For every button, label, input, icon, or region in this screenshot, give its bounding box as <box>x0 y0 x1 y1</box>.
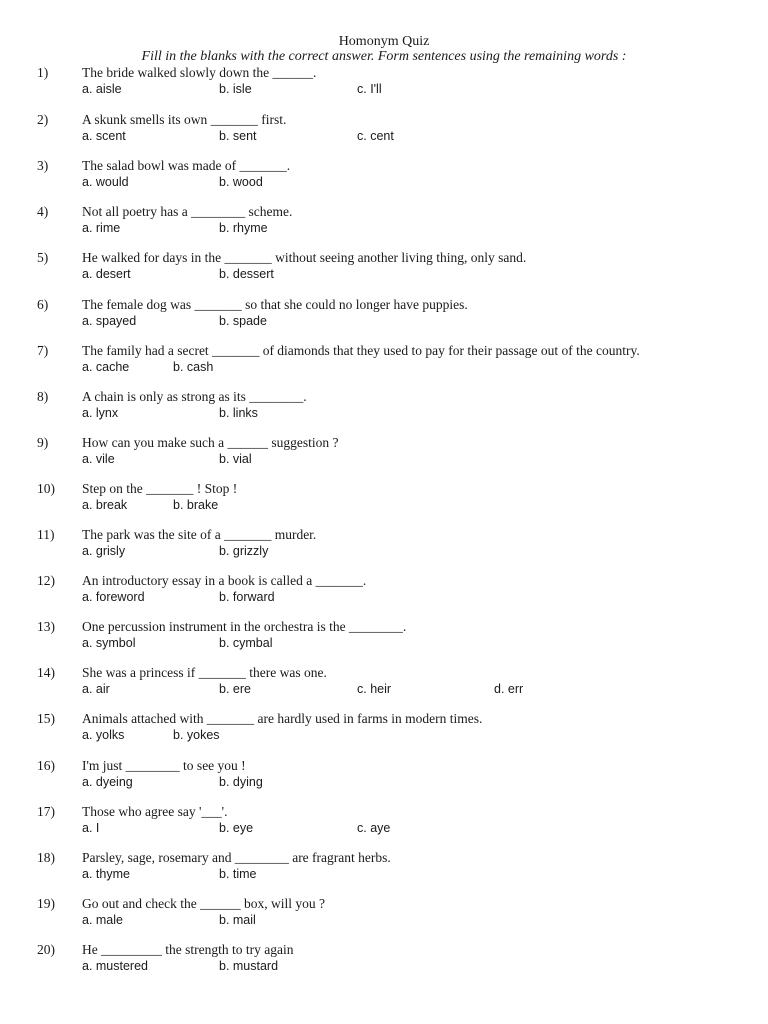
question-text: I'm just ________ to see you ! <box>82 758 246 773</box>
question-6 <box>0 297 768 331</box>
question-11 <box>0 527 768 561</box>
question-number: 7) <box>37 343 49 358</box>
answer-option: a. aisle <box>82 82 122 96</box>
answer-option: a. desert <box>82 267 131 281</box>
question-number: 15) <box>37 711 55 726</box>
question-number: 4) <box>37 204 49 219</box>
question-10 <box>0 481 768 515</box>
question-12 <box>0 573 768 607</box>
question-text: She was a princess if _______ there was one. <box>82 665 327 680</box>
question-text: He _________ the strength to try again <box>82 942 294 957</box>
answer-option: a. air <box>82 682 110 696</box>
answer-option: c. I'll <box>357 82 382 96</box>
quiz-title: Homonym Quiz <box>338 34 430 49</box>
question-9 <box>0 435 768 469</box>
question-17 <box>0 804 768 838</box>
answer-option: c. aye <box>357 821 391 835</box>
question-number: 17) <box>37 804 55 819</box>
question-number: 11) <box>37 527 55 542</box>
question-text: Not all poetry has a ________ scheme. <box>82 204 293 219</box>
answer-option: b. brake <box>173 498 219 512</box>
answer-option: b. sent <box>219 129 257 143</box>
question-15 <box>0 711 768 745</box>
answer-option: a. symbol <box>82 636 136 650</box>
answer-option: b. links <box>219 406 258 420</box>
answer-option: b. ere <box>219 682 251 696</box>
question-2 <box>0 112 768 146</box>
answer-option: c. cent <box>357 129 394 143</box>
question-text: The female dog was _______ so that she could no longer have puppies. <box>82 297 468 312</box>
question-number: 18) <box>37 850 55 865</box>
question-5 <box>0 250 768 284</box>
question-number: 9) <box>37 435 49 450</box>
answer-option: b. cymbal <box>219 636 273 650</box>
answer-option: b. wood <box>219 175 263 189</box>
answer-option: b. dessert <box>219 267 274 281</box>
question-number: 19) <box>37 896 55 911</box>
question-number: 13) <box>37 619 55 634</box>
question-16 <box>0 758 768 792</box>
answer-option: a. dyeing <box>82 775 133 789</box>
question-14 <box>0 665 768 699</box>
answer-option: b. eye <box>219 821 254 835</box>
question-4 <box>0 204 768 238</box>
question-text: The salad bowl was made of _______. <box>82 158 291 173</box>
question-text: Step on the _______ ! Stop ! <box>82 481 238 496</box>
question-text: An introductory essay in a book is called a _______. <box>82 573 367 588</box>
question-text: One percussion instrument in the orchestra is the ________. <box>82 619 407 634</box>
question-text: Go out and check the ______ box, will you ? <box>82 896 325 911</box>
answer-option: a. male <box>82 913 123 927</box>
answer-option: b. spade <box>219 314 267 328</box>
question-number: 20) <box>37 942 55 957</box>
question-number: 6) <box>37 297 49 312</box>
question-18 <box>0 850 768 884</box>
answer-option: a. lynx <box>82 406 119 420</box>
question-text: The park was the site of a _______ murder. <box>82 527 317 542</box>
answer-option: b. time <box>219 867 257 881</box>
answer-option: b. dying <box>219 775 263 789</box>
answer-option: b. mustard <box>219 959 279 973</box>
answer-option: a. thyme <box>82 867 130 881</box>
question-text: How can you make such a ______ suggestion ? <box>82 435 339 450</box>
answer-option: a. I <box>82 821 100 835</box>
quiz-instructions: Fill in the blanks with the correct answer. Form sentences using the remaining words : <box>141 49 627 64</box>
answer-option: a. scent <box>82 129 126 143</box>
question-number: 16) <box>37 758 55 773</box>
question-number: 10) <box>37 481 55 496</box>
answer-option: c. heir <box>357 682 392 696</box>
question-3 <box>0 158 768 192</box>
question-number: 14) <box>37 665 55 680</box>
question-text: He walked for days in the _______ without seeing another living thing, only sand. <box>82 250 527 265</box>
question-13 <box>0 619 768 653</box>
answer-option: a. cache <box>82 360 130 374</box>
question-text: The bride walked slowly down the ______. <box>82 65 317 80</box>
answer-option: a. grisly <box>82 544 126 558</box>
answer-option: b. isle <box>219 82 252 96</box>
answer-option: a. foreword <box>82 590 145 604</box>
answer-option: a. break <box>82 498 128 512</box>
answer-option: b. forward <box>219 590 275 604</box>
question-number: 2) <box>37 112 49 127</box>
question-7 <box>0 343 768 377</box>
answer-option: a. yolks <box>82 728 125 742</box>
question-1 <box>0 65 768 99</box>
answer-option: b. cash <box>173 360 214 374</box>
question-text: A chain is only as strong as its ________. <box>82 389 307 404</box>
answer-option: d. err <box>494 682 524 696</box>
question-number: 12) <box>37 573 55 588</box>
question-text: Parsley, sage, rosemary and ________ are fragrant herbs. <box>82 850 391 865</box>
answer-option: b. vial <box>219 452 252 466</box>
question-number: 8) <box>37 389 49 404</box>
answer-option: b. rhyme <box>219 221 268 235</box>
answer-option: a. rime <box>82 221 121 235</box>
answer-option: b. grizzly <box>219 544 269 558</box>
question-8 <box>0 389 768 423</box>
question-20 <box>0 942 768 976</box>
answer-option: a. would <box>82 175 129 189</box>
question-number: 5) <box>37 250 49 265</box>
question-19 <box>0 896 768 930</box>
answer-option: b. yokes <box>173 728 220 742</box>
question-text: Those who agree say '___'. <box>82 804 228 819</box>
answer-option: a. spayed <box>82 314 137 328</box>
answer-option: b. mail <box>219 913 256 927</box>
question-number: 1) <box>37 65 49 80</box>
question-number: 3) <box>37 158 49 173</box>
question-text: The family had a secret _______ of diamonds that they used to pay for their passage out of the country. <box>82 343 640 358</box>
answer-option: a. mustered <box>82 959 149 973</box>
question-text: Animals attached with _______ are hardly used in farms in modern times. <box>82 711 483 726</box>
question-text: A skunk smells its own _______ first. <box>82 112 287 127</box>
answer-option: a. vile <box>82 452 115 466</box>
